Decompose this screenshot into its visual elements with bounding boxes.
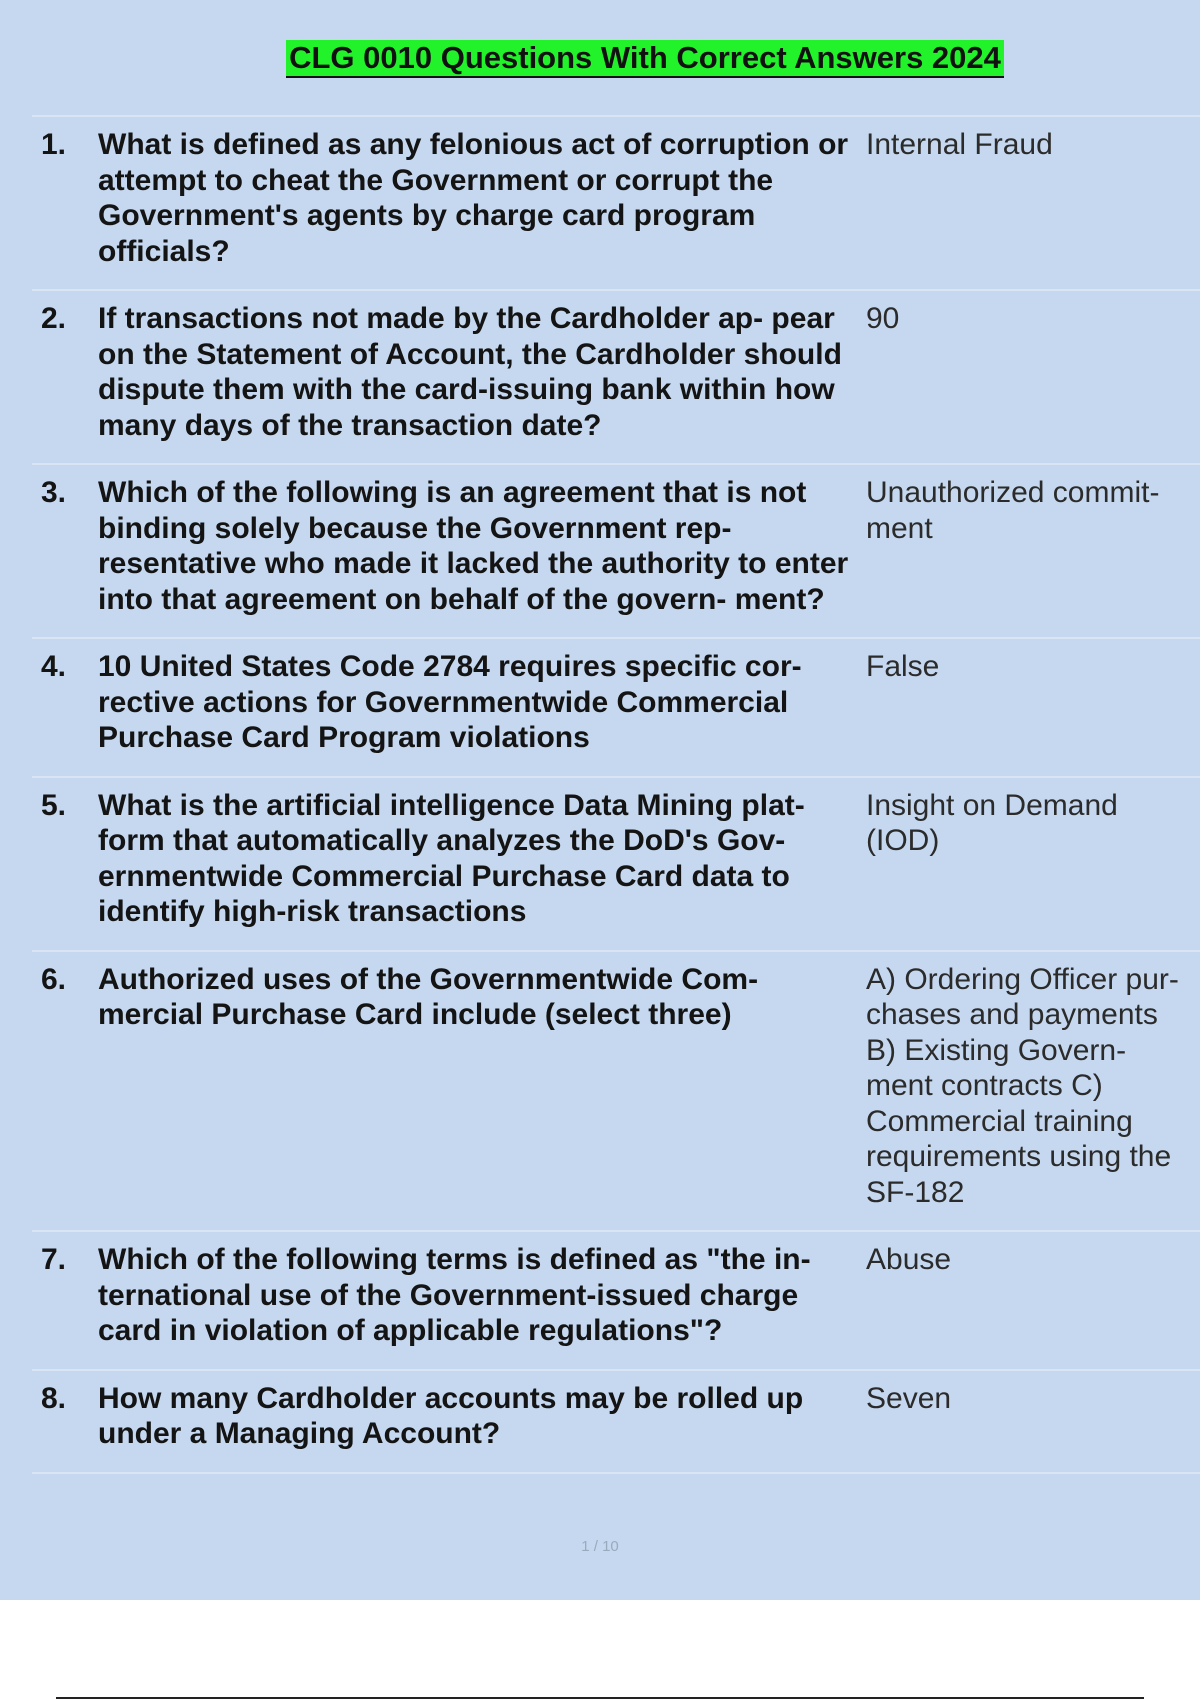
answer-text: 90 [866,302,900,335]
qa-item [32,639,1200,778]
answer-text: Insight on Demand (IOD) [866,788,1118,857]
question-number: 1. [41,128,67,161]
question-text: Which of the following terms is defined as "the in- ternational use of the Government-issued charge card in violation of applicable regulations"? [98,1243,811,1347]
question-text: What is defined as any felonious act of corruption or attempt to cheat the Government or corrupt the Government's agents by charge card program officials? [98,128,849,268]
qa-item [32,778,1200,952]
qa-item [32,465,1200,639]
answer-text: Abuse [866,1243,952,1276]
question-number: 8. [41,1381,67,1415]
question-text: Which of the following is an agreement that is not binding solely because the Government rep- resentative who made it lacked the authority to enter into that agreement on behalf of the govern- ment? [98,476,849,616]
qa-item [32,1371,1200,1474]
page-indicator: 1 / 10 [581,1538,619,1555]
question-text: If transactions not made by the Cardholder ap- pear on the Statement of Account, the Cardholder should dispute them with the card-issuing bank within how many days of the transaction date? [98,302,842,442]
question-number: 7. [41,1243,67,1276]
title-container [0,40,1200,78]
question-number: 3. [41,476,67,509]
question-number: 5. [41,788,67,822]
qa-item [32,1232,1200,1371]
answer-text: False [866,650,940,683]
qa-item [32,952,1200,1233]
answer-text: A) Ordering Officer pur- chases and payments B) Existing Govern- ment contracts C) Commercial training requirements using the SF-182 [866,962,1179,1209]
qa-item [32,117,1200,291]
document-title: CLG 0010 Questions With Correct Answers 2024 [286,40,1004,78]
question-number: 2. [41,302,67,335]
question-text: Authorized uses of the Governmentwide Com- mercial Purchase Card include (select three) [98,962,759,1031]
qa-list [32,115,1200,1474]
answer-text: Internal Fraud [866,128,1053,161]
question-number: 4. [41,650,67,683]
qa-item [32,291,1200,465]
answer-text: Seven [866,1381,952,1415]
question-text: What is the artificial intelligence Data Mining plat- form that automatically analyzes the DoD's Gov- ernmentwide Commercial Purchase Card data to identify high-risk transactions [98,788,805,928]
question-number: 6. [41,962,67,996]
question-text: 10 United States Code 2784 requires specific cor- rective actions for Governmentwide Commercial Purchase Card Program violations [98,650,802,754]
question-text: How many Cardholder accounts may be rolled up under a Managing Account? [98,1381,804,1450]
answer-text: Unauthorized commit- ment [866,476,1160,545]
bottom-divider [56,1697,1144,1699]
